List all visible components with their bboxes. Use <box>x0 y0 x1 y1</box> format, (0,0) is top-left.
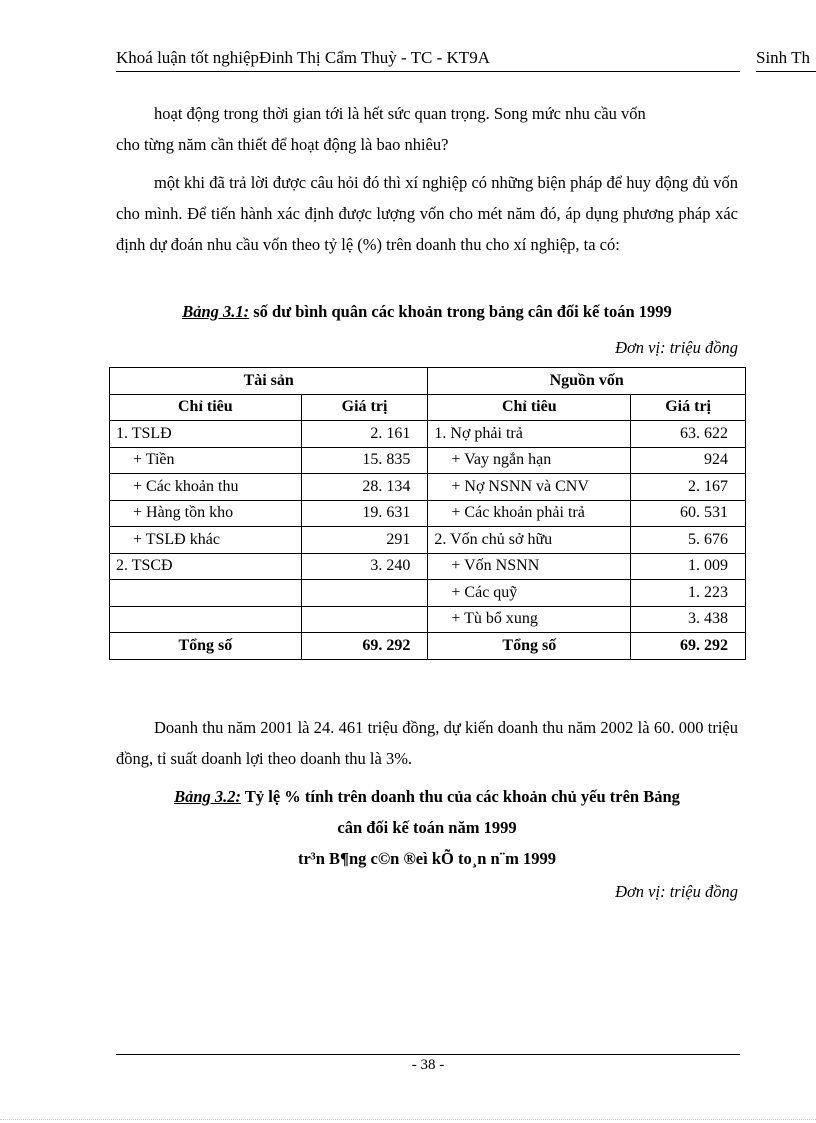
asset-value <box>301 580 428 607</box>
source-name: + Vay ngắn hạn <box>428 447 631 474</box>
paragraph-2 <box>116 167 738 260</box>
source-name: + Các quỹ <box>428 580 631 607</box>
source-name: + Tù bổ xung <box>428 606 631 633</box>
page-break-line <box>0 1119 816 1120</box>
col-indicator-sources: Chỉ tiêu <box>428 394 631 421</box>
table-3-1-unit: Đơn vị: triệu đồng <box>615 338 738 357</box>
header-rule-right <box>756 71 816 72</box>
table-3-2-title-line-1: Tỷ lệ % tính trên doanh thu của các khoản chủ yếu trên Bảng <box>241 787 680 806</box>
asset-value: 3. 240 <box>301 553 428 580</box>
group-assets: Tài sản <box>110 368 428 395</box>
source-value: 3. 438 <box>631 606 746 633</box>
total-sources-value: 69. 292 <box>631 633 746 660</box>
table-3-1-title: số dư bình quân các khoản trong bảng cân đối kế toán 1999 <box>249 302 672 321</box>
header-rule <box>116 71 740 72</box>
page-number: - 38 - <box>411 1057 445 1073</box>
table-group-header-row <box>110 368 746 395</box>
col-value-assets: Giá trị <box>301 394 428 421</box>
source-value: 63. 622 <box>631 421 746 448</box>
asset-name: + Hàng tồn kho <box>110 500 302 527</box>
paragraph-1-line-1: hoạt động trong thời gian tới là hết sức quan trọng. Song mức nhu cầu vốn <box>154 104 646 123</box>
group-sources: Nguồn vốn <box>428 368 746 395</box>
asset-value: 19. 631 <box>301 500 428 527</box>
table-3-2-label: Bảng 3.2: <box>174 787 242 806</box>
table-row <box>110 500 746 527</box>
source-value: 2. 167 <box>631 474 746 501</box>
source-value: 924 <box>631 447 746 474</box>
table-3-2-caption <box>116 781 738 874</box>
source-value: 1. 223 <box>631 580 746 607</box>
footer-rule <box>116 1054 740 1055</box>
header-title: Khoá luận tốt nghiệpĐinh Thị Cẩm Thuỳ - TC - KT9A <box>116 48 490 67</box>
source-name: 1. Nợ phải trả <box>428 421 631 448</box>
table-row <box>110 606 746 633</box>
table-3-1-label: Bảng 3.1: <box>182 302 250 321</box>
table-total-row <box>110 633 746 660</box>
table-row <box>110 580 746 607</box>
source-name: 2. Vốn chủ sở hữu <box>428 527 631 554</box>
table-3-2-title-line-2: cân đối kế toán năm 1999 <box>337 818 517 837</box>
table-column-header-row <box>110 394 746 421</box>
table-row <box>110 474 746 501</box>
total-label-assets: Tổng số <box>110 633 302 660</box>
total-label-sources: Tổng số <box>428 633 631 660</box>
table-row <box>110 447 746 474</box>
paragraph-3-text: Doanh thu năm 2001 là 24. 461 triệu đồng, dự kiến doanh thu năm 2002 là 60. 000 triệu đồng, tỉ suất doanh lợi theo doanh thu là 3%. <box>116 718 738 768</box>
page-header <box>116 46 816 72</box>
asset-value: 28. 134 <box>301 474 428 501</box>
paragraph-3 <box>116 712 738 774</box>
source-name: + Các khoản phải trả <box>428 500 631 527</box>
source-value: 60. 531 <box>631 500 746 527</box>
balance-table <box>109 367 746 660</box>
source-value: 1. 009 <box>631 553 746 580</box>
asset-value <box>301 606 428 633</box>
table-3-1-caption <box>116 296 738 327</box>
asset-value: 2. 161 <box>301 421 428 448</box>
asset-name: + TSLĐ khác <box>110 527 302 554</box>
paragraph-1 <box>116 98 738 160</box>
asset-name <box>110 606 302 633</box>
source-value: 5. 676 <box>631 527 746 554</box>
header-right-text: Sinh Th <box>756 48 811 67</box>
paragraph-1-line-2: cho từng năm cần thiết để hoạt động là bao nhiêu? <box>116 135 449 154</box>
table-row <box>110 421 746 448</box>
table-3-2-unit: Đơn vị: triệu đồng <box>615 882 738 901</box>
col-value-sources: Giá trị <box>631 394 746 421</box>
col-indicator-assets: Chỉ tiêu <box>110 394 302 421</box>
asset-name: 1. TSLĐ <box>110 421 302 448</box>
asset-value: 15. 835 <box>301 447 428 474</box>
table-3-2-title-line-3: tr³n B¶ng c©n ®eì kÕ to¸n n¨m 1999 <box>297 849 557 868</box>
table-row <box>110 527 746 554</box>
asset-name: + Các khoản thu <box>110 474 302 501</box>
table-row <box>110 553 746 580</box>
source-name: + Nợ NSNN và CNV <box>428 474 631 501</box>
paragraph-2-text: một khi đã trả lời được câu hỏi đó thì xí nghiệp có những biện pháp để huy động đủ vốn cho mình. Để tiến hành xác định được lượng vốn cho mét năm đó, áp dụng phương pháp xác định dự đoán nhu cầu vốn theo tỷ lệ (%) trên doanh thu cho xí nghiệp, ta có: <box>116 173 738 254</box>
total-assets-value: 69. 292 <box>301 633 428 660</box>
asset-name: 2. TSCĐ <box>110 553 302 580</box>
asset-value: 291 <box>301 527 428 554</box>
asset-name: + Tiền <box>110 447 302 474</box>
source-name: + Vốn NSNN <box>428 553 631 580</box>
asset-name <box>110 580 302 607</box>
